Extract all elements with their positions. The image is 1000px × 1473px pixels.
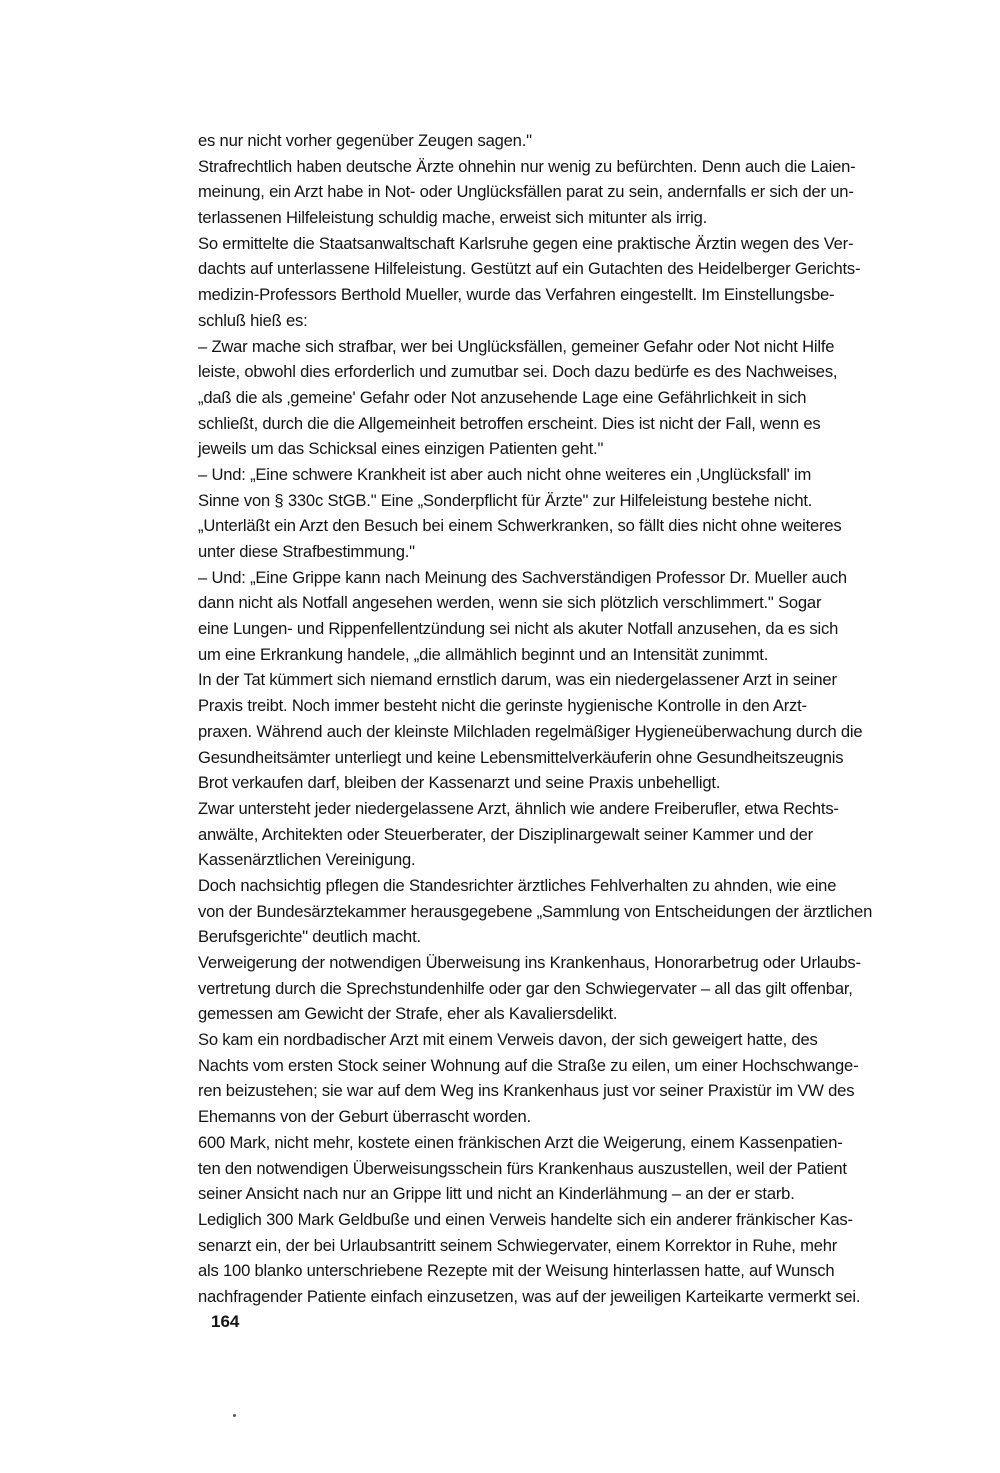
text-line: ren beizustehen; sie war auf dem Weg ins Krankenhaus just vor seiner Praxistür im VW des xyxy=(198,1081,855,1101)
text-line: als 100 blanko unterschriebene Rezepte mit der Weisung hinterlassen hatte, auf Wunsch xyxy=(198,1261,835,1281)
text-line: nachfragender Patiente einfach einzusetzen, was auf der jeweiligen Karteikarte vermerkt sei. xyxy=(198,1286,861,1306)
text-line: Nachts vom ersten Stock seiner Wohnung auf die Straße zu eilen, um einer Hochschwange- xyxy=(198,1055,859,1075)
text-line: „daß die als ‚gemeine' Gefahr oder Not anzusehende Lage eine Gefährlichkeit in sich xyxy=(198,387,807,407)
text-line: unter diese Strafbestimmung." xyxy=(198,542,415,561)
text-line: dachts auf unterlassene Hilfeleistung. Gestützt auf ein Gutachten des Heidelberger Gerichts- xyxy=(198,259,861,279)
text-line: – Und: „Eine schwere Krankheit ist aber auch nicht ohne weiteres ein ‚Unglücksfall' im xyxy=(198,464,812,484)
text-line: um eine Erkrankung handele, „die allmählich beginnt und an Intensität zunimmt. xyxy=(198,644,769,664)
text-line: senarzt ein, der bei Urlaubsantritt seinem Schwiegervater, einem Korrektor in Ruhe, mehr xyxy=(198,1235,838,1255)
text-line: terlassenen Hilfeleistung schuldig mache, erweist sich mitunter als irrig. xyxy=(198,208,708,228)
text-line: gemessen am Gewicht der Strafe, eher als Kavaliersdelikt. xyxy=(198,1004,618,1024)
text-line: leiste, obwohl dies erforderlich und zumutbar sei. Doch dazu bedürfe es des Nachweises, xyxy=(198,362,838,382)
text-line: anwälte, Architekten oder Steuerberater, der Disziplinargewalt seiner Kammer und der xyxy=(198,824,814,844)
text-line: ten den notwendigen Überweisungsschein fürs Krankenhaus auszustellen, weil der Patient xyxy=(198,1158,847,1178)
text-line: von der Bundesärztekammer herausgegebene „Sammlung von Entscheidungen der ärztlichen xyxy=(198,901,873,921)
text-line: jeweils um das Schicksal eines einzigen Patienten geht." xyxy=(198,439,604,459)
text-line: meinung, ein Arzt habe in Not- oder Unglücksfällen parat zu sein, andernfalls er sich der un- xyxy=(198,182,854,202)
text-line: eine Lungen- und Rippenfellentzündung sei nicht als akuter Notfall anzusehen, da es sich xyxy=(198,619,839,639)
text-line: Verweigerung der notwendigen Überweisung ins Krankenhaus, Honorarbetrug oder Urlaubs- xyxy=(198,953,861,972)
text-line: So ermittelte die Staatsanwaltschaft Karlsruhe gegen eine praktische Ärztin wegen des Ver- xyxy=(198,233,854,253)
text-line: vertretung durch die Sprechstundenhilfe oder gar den Schwiegervater – all das gilt offenbar, xyxy=(198,978,853,998)
text-line: Zwar untersteht jeder niedergelassene Arzt, ähnlich wie andere Freiberufler, etwa Rechts- xyxy=(198,798,839,818)
text-line: schluß hieß es: xyxy=(198,310,308,330)
text-line: Gesundheitsämter unterliegt und keine Lebensmittelverkäuferin ohne Gesundheitszeugnis xyxy=(198,747,844,767)
text-line: – Zwar mache sich strafbar, wer bei Unglücksfällen, gemeiner Gefahr oder Not nicht Hilfe xyxy=(198,336,835,356)
text-line: schließt, durch die die Allgemeinheit betroffen erscheint. Dies ist nicht der Fall, wenn es xyxy=(198,413,821,433)
text-line: So kam ein nordbadischer Arzt mit einem Verweis davon, der sich geweigert hatte, des xyxy=(198,1030,818,1050)
text-line: medizin-Professors Berthold Mueller, wurde das Verfahren eingestellt. Im Einstellungsbe- xyxy=(198,285,835,305)
text-line: „Unterläßt ein Arzt den Besuch bei einem Schwerkranken, so fällt dies nicht ohne weiteres xyxy=(198,516,842,536)
text-line: Doch nachsichtig pflegen die Standesrichter ärztliches Fehlverhalten zu ahnden, wie eine xyxy=(198,875,837,895)
text-line: In der Tat kümmert sich niemand ernstlich darum, was ein niedergelassener Arzt in seiner xyxy=(198,670,837,690)
text-line: Praxis treibt. Noch immer besteht nicht die gerinste hygienische Kontrolle in den Arzt- xyxy=(198,696,807,716)
text-line: – Und: „Eine Grippe kann nach Meinung des Sachverständigen Professor Dr. Mueller auch xyxy=(198,567,847,587)
text-line: praxen. Während auch der kleinste Milchladen regelmäßiger Hygieneüberwachung durch die xyxy=(198,721,863,741)
scan-speck xyxy=(233,1414,236,1417)
text-line: Kassenärztlichen Vereinigung. xyxy=(198,850,416,870)
text-line: Brot verkaufen darf, bleiben der Kassenarzt und seine Praxis unbehelligt. xyxy=(198,773,721,793)
text-line: Strafrechtlich haben deutsche Ärzte ohnehin nur wenig zu befürchten. Denn auch die Laien- xyxy=(198,156,856,176)
text-line: dann nicht als Notfall angesehen werden, wenn sie sich plötzlich verschlimmert." Sogar xyxy=(198,593,822,613)
page-number: 164 xyxy=(211,1312,240,1331)
text-line: Lediglich 300 Mark Geldbuße und einen Verweis handelte sich ein anderer fränkischer Kas- xyxy=(198,1209,853,1229)
text-line: Ehemanns von der Geburt überrascht worden. xyxy=(198,1107,531,1127)
text-line: es nur nicht vorher gegenüber Zeugen sagen." xyxy=(198,131,532,150)
text-line: 600 Mark, nicht mehr, kostete einen fränkischen Arzt die Weigerung, einem Kassenpatien- xyxy=(198,1132,843,1152)
body-text xyxy=(198,128,968,1310)
text-line: seiner Ansicht nach nur an Grippe litt und nicht an Kinderlähmung – an der er starb. xyxy=(198,1184,795,1204)
text-line: Sinne von § 330c StGB." Eine „Sonderpflicht für Ärzte" zur Hilfeleistung bestehe nicht. xyxy=(198,490,813,510)
text-line: Berufsgerichte" deutlich macht. xyxy=(198,927,421,947)
